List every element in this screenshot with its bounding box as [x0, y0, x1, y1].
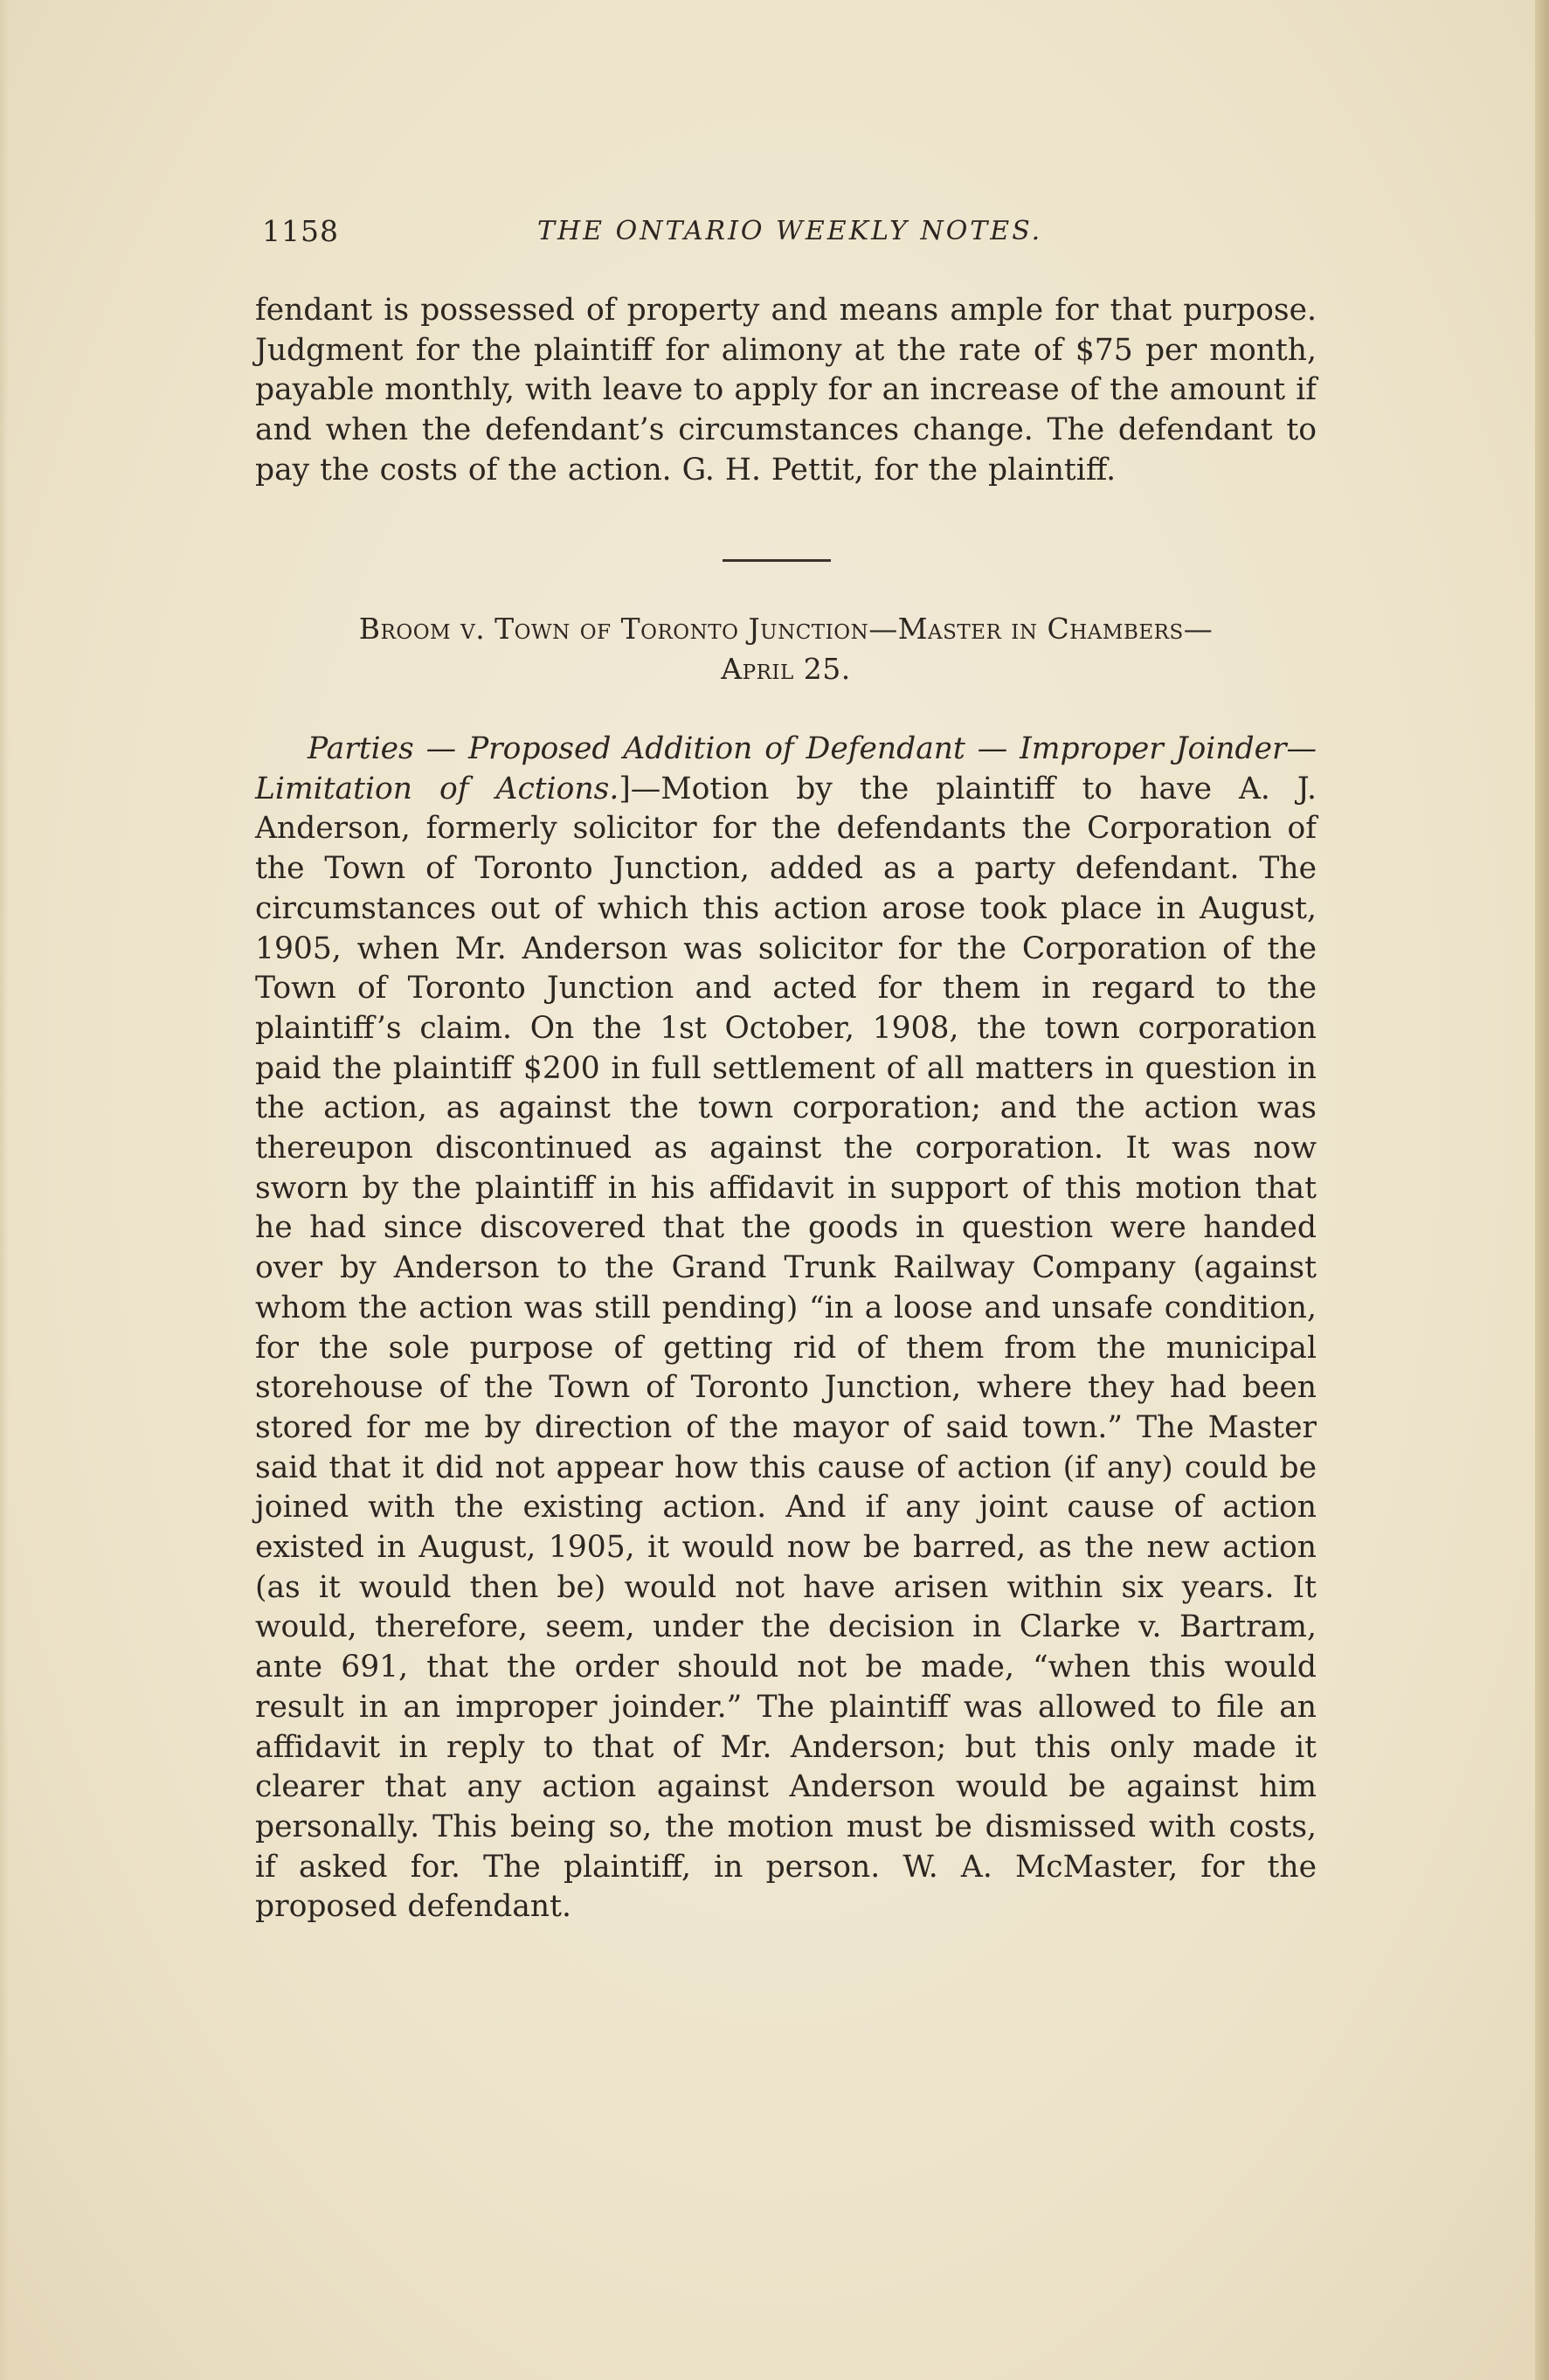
case-heading — [255, 609, 1317, 689]
case-heading-line-2: April 25. — [721, 652, 851, 686]
case-body-text: ]—Motion by the plaintiff to have A. J. Anderson, formerly solicitor for the defendants the Corporation of the Town of Toronto Junction, added as a party defendant. The circumstances out of which this action arose took place in August, 1905, when Mr. Anderson was solicitor for the Corporation of the Town of Toronto Junction and acted for them in regard to the plaintiff’s claim. On the 1st October, 1908, the town corporation paid the plaintiff $200 in full settlement of all matters in question in the action, as against the town corporation; and the action was thereupon discontinued as against the corporation. It was now sworn by the plaintiff in his affidavit in support of this motion that he had since discovered that the goods in question were handed over by Anderson to the Grand Trunk Railway Company (against whom the action was still pending) “in a loose and unsafe condition, for the sole purpose of getting rid of them from the municipal storehouse of the Town of Toronto Junction, where they had been stored for me by direction of the mayor of said town.” The Master said that it did not appear how this cause of action (if any) could be joined with the existing action. And if any joint cause of action existed in August, 1905, it would now be barred, as the new action (as it would then be) would not have arisen within six years. It would, therefore, seem, under the decision in Clarke v. Bartram, ante 691, that the order should not be made, “when this would result in an improper joinder.” The plaintiff was allowed to file an affidavit in reply to that of Mr. Anderson; but this only made it clearer that any action against Anderson would be against him personally. This being so, the motion must be dismissed with costs, if asked for. The plaintiff, in person. W. A. McMaster, for the proposed defendant. — [255, 771, 1317, 1925]
running-head: THE ONTARIO WEEKLY NOTES. — [537, 216, 1043, 246]
continued-paragraph: fendant is possessed of property and means ample for that purpose. Judgment for the plaintiff for alimony at the rate of $75 per month, payable monthly, with leave to apply for an increase of the amount if and when the defendant’s circumstances change. The defendant to pay the costs of the action. G. H. Pettit, for the plaintiff. — [255, 293, 1317, 488]
case-heading-line-1: Broom v. Town of Toronto Junction—Master in Chambers— — [358, 612, 1214, 646]
page-number: 1158 — [262, 214, 339, 248]
case-paragraph — [255, 730, 1317, 1927]
page-left-edge — [0, 0, 9, 2380]
page-header — [262, 214, 1319, 258]
case-subject-italic: Parties — Proposed Addition of Defendant — Improper Joinder—Limitation of Actions. — [255, 731, 1317, 806]
page-right-edge — [1535, 0, 1549, 2380]
section-divider — [723, 559, 831, 562]
